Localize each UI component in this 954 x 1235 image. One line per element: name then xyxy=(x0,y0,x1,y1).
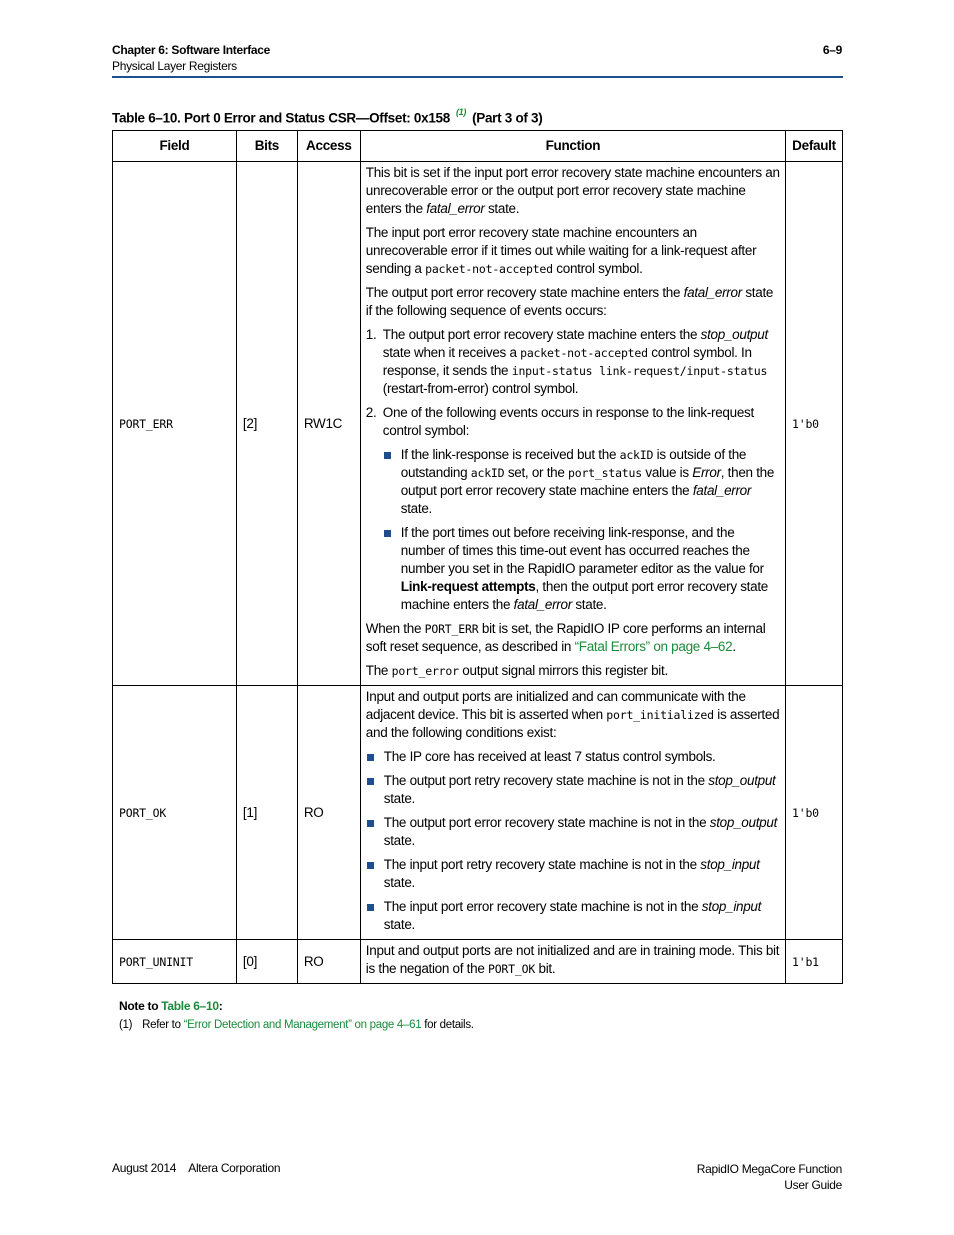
square-bullet-icon xyxy=(367,754,374,761)
square-bullet-icon xyxy=(367,862,374,869)
access-cell: RO xyxy=(297,686,360,940)
function-paragraph: The output port error recovery state machine enters the fatal_error state if the following sequence of events occurs: xyxy=(365,285,774,318)
bits-cell: [2] xyxy=(236,162,297,686)
function-cell xyxy=(360,686,785,940)
page-footer-right xyxy=(697,1161,842,1193)
col-header-bits: Bits xyxy=(236,131,297,162)
function-cell xyxy=(360,162,785,686)
fatal-errors-link[interactable]: “Fatal Errors” on page 4–62 xyxy=(574,639,733,654)
list-item: The IP core has received at least 7 status control symbols. xyxy=(366,748,780,766)
page-footer-left xyxy=(112,1161,280,1175)
function-cell xyxy=(360,940,785,984)
table-row xyxy=(113,940,843,984)
footer-company: Altera Corporation xyxy=(188,1161,281,1175)
list-number: 2. xyxy=(365,405,377,420)
field-cell: PORT_OK xyxy=(113,686,237,940)
function-paragraph: When the PORT_ERR bit is set, the RapidIO IP core performs an internal soft reset sequence, as described in “Fatal Errors” on page 4–62. xyxy=(365,621,766,654)
table-footnote-ref[interactable]: (1) xyxy=(455,107,467,117)
note-title: Note to Table 6–10: xyxy=(119,999,223,1013)
error-detection-link[interactable]: “Error Detection and Management” on page 4–61 xyxy=(183,1019,422,1031)
list-item: The input port error recovery state machine is not in the stop_input state. xyxy=(366,898,780,934)
table-row xyxy=(113,162,843,686)
table-title xyxy=(112,109,542,126)
table-notes xyxy=(119,999,474,1031)
table-header-row xyxy=(113,131,843,162)
square-bullet-icon xyxy=(384,530,391,537)
note-item: (1) Refer to “Error Detection and Management” on page 4–61 for details. xyxy=(119,1019,474,1031)
col-header-field: Field xyxy=(113,131,237,162)
function-paragraph: Input and output ports are not initialized and are in training mode. This bit is the negation of the PORT_OK bit. xyxy=(365,943,780,976)
function-paragraph: This bit is set if the input port error recovery state machine encounters an unrecoverable error or the output port error recovery state machine enters the fatal_error state. xyxy=(365,165,780,216)
list-item: 2. One of the following events occurs in response to the link-request control symbol: xyxy=(365,405,754,438)
col-header-access: Access xyxy=(297,131,360,162)
bits-cell: [0] xyxy=(236,940,297,984)
default-cell: 1'b0 xyxy=(786,162,843,686)
access-cell: RW1C xyxy=(297,162,360,686)
page-header xyxy=(112,43,842,73)
list-item: If the link-response is received but the ackID is outside of the outstanding ackID set, or the port_status value is Error, then the output port error recovery state machine enters the fatal_error state. xyxy=(383,446,780,518)
col-header-default: Default xyxy=(786,131,843,162)
field-cell: PORT_ERR xyxy=(113,162,237,686)
table-title-part: (Part 3 of 3) xyxy=(472,110,543,126)
function-paragraph: The input port error recovery state machine encounters an unrecoverable error if it times out while waiting for a link-request after sending a packet-not-accepted control symbol. xyxy=(365,225,757,276)
access-cell: RO xyxy=(297,940,360,984)
list-number: 1. xyxy=(365,327,377,342)
page-number: 6–9 xyxy=(822,43,842,57)
list-item: The output port retry recovery state machine is not in the stop_output state. xyxy=(366,772,780,808)
footer-doc-title: RapidIO MegaCore Function xyxy=(696,1162,842,1176)
field-cell: PORT_UNINIT xyxy=(113,940,237,984)
list-item: If the port times out before receiving link-response, and the number of times this time-out event has occurred reaches the number you set in the RapidIO parameter editor as the value for Link-request attempts, then the output port error recovery state machine enters the fatal_error state. xyxy=(383,524,780,614)
register-table xyxy=(112,130,843,984)
header-rule xyxy=(112,76,843,78)
list-item: The input port retry recovery state machine is not in the stop_input state. xyxy=(366,856,780,892)
square-bullet-icon xyxy=(367,904,374,911)
col-header-function: Function xyxy=(360,131,785,162)
footer-date: August 2014 xyxy=(112,1161,177,1175)
list-item: The output port error recovery state machine is not in the stop_output state. xyxy=(366,814,780,850)
table-row xyxy=(113,686,843,940)
ordered-list xyxy=(366,326,780,614)
table-link[interactable]: Table 6–10 xyxy=(161,999,219,1013)
bits-cell: [1] xyxy=(236,686,297,940)
default-cell: 1'b0 xyxy=(786,686,843,940)
function-paragraph: Input and output ports are initialized and can communicate with the adjacent device. This bit is asserted when port_initialized is asserted and the following conditions exist: xyxy=(365,689,780,740)
default-cell: 1'b1 xyxy=(786,940,843,984)
square-bullet-icon xyxy=(367,778,374,785)
square-bullet-icon xyxy=(384,452,391,459)
section-title: Physical Layer Registers xyxy=(112,59,237,73)
function-paragraph: The port_error output signal mirrors this register bit. xyxy=(365,663,668,678)
list-item: 1. The output port error recovery state machine enters the stop_output state when it receives a packet-not-accepted control symbol. In response, it sends the input-status link-request/input-status (restart-from-error) control symbol. xyxy=(365,327,768,396)
table-title-text: Table 6–10. Port 0 Error and Status CSR—Offset: 0x158 xyxy=(112,110,450,126)
footer-doc-type: User Guide xyxy=(784,1178,842,1192)
square-bullet-icon xyxy=(367,820,374,827)
chapter-title: Chapter 6: Software Interface xyxy=(112,43,271,57)
